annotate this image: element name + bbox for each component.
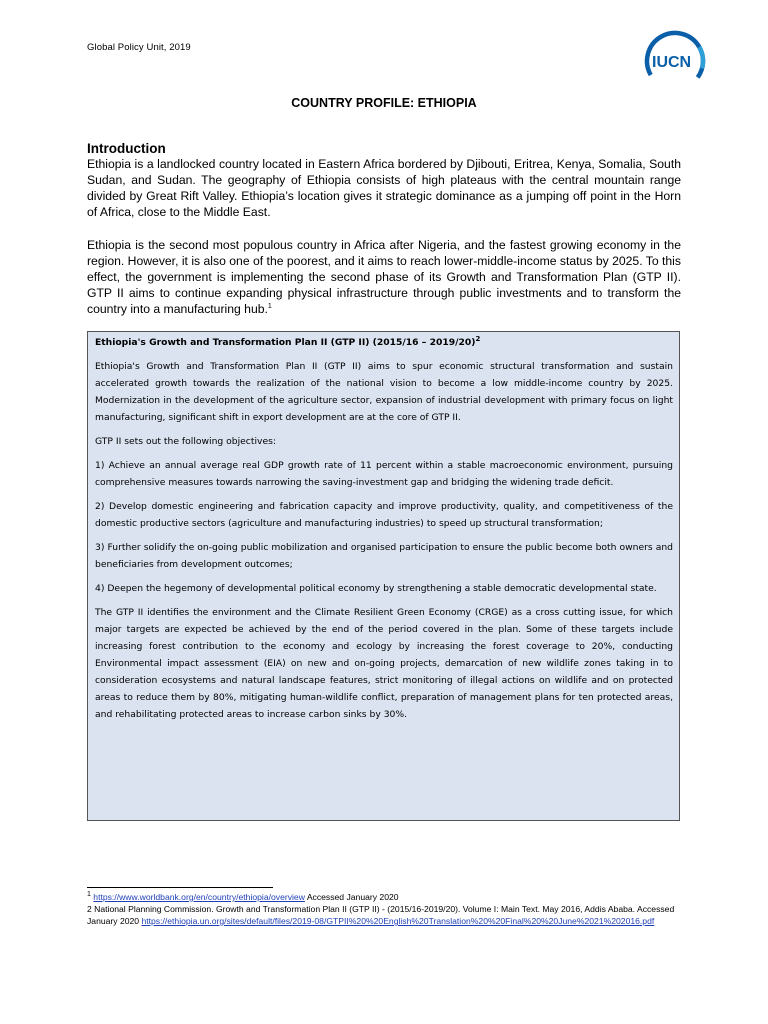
footnote-ref-2[interactable]: 2: [475, 334, 481, 343]
box-paragraph: GTP II sets out the following objectives:: [95, 436, 276, 447]
box-objective: 1) Achieve an annual average real GDP growth rate of 11 percent within a stable macroeconomic environment, pursuing comprehensive measures towards narrowing the saving-investment gap and bridging the widening trade deficit.: [95, 460, 673, 488]
page-header: Global Policy Unit, 2019: [87, 42, 191, 53]
svg-text:IUCN: IUCN: [652, 54, 692, 71]
footnote-2-link[interactable]: https://ethiopia.un.org/sites/default/files/2019-08/GTPII%20%20English%20Translation%20%20Final%20%20June%2021%202016.pdf: [141, 916, 655, 926]
footnote-separator: [87, 887, 273, 888]
box-paragraph: The GTP II identifies the environment and the Climate Resilient Green Economy (CRGE) as a cross cutting issue, for which major targets are expected be achieved by the end of the period covered in the plan. Some of these targets include increasing forest contribution to the economy and ecology by increasing the forest coverage to 20%, conducting Environmental impact assessment (EIA) on new and on-going projects, demarcation of new wildlife zones taking in to consideration ecosystems and natural landscape features, strict monitoring of illegal actions on wildlife and on protected areas to reduce them by 80%, mitigating human-wildlife conflict, preparation of management plans for ten protected areas, and rehabilitating protected areas to increase carbon sinks by 30%.: [95, 607, 673, 720]
footnote-2-text: National Planning Commission. Growth and Transformation Plan II (GTP II) - (2015/16-2019/20). Volume I: Main Text. May 2016, Addis Ababa. Accessed January 2020: [87, 904, 675, 926]
iucn-logo: [644, 30, 706, 92]
box-objective: 4) Deepen the hegemony of developmental political economy by strengthening a stable democratic developmental state.: [95, 583, 657, 594]
footnote-1-number: 1: [87, 891, 91, 899]
box-objective: 3) Further solidify the on-going public mobilization and organised participation to ensure the public become both owners and beneficiaries from development outcomes;: [95, 542, 673, 570]
footnote-2-number: 2: [87, 904, 92, 914]
box-title-text: Ethiopia's Growth and Transformation Plan II (GTP II) (2015/16 – 2019/20): [95, 337, 476, 348]
box-paragraph: Ethiopia's Growth and Transformation Plan II (GTP II) aims to spur economic structural transformation and sustain accelerated growth towards the realization of the national vision to become a low middle-income country by 2025. Modernization in the development of the agriculture sector, expansion of industrial development with primary focus on light manufacturing, significant shift in export development are at the core of GTP II.: [95, 361, 673, 423]
footnote-ref-1[interactable]: 1: [267, 302, 272, 310]
footnote-1: [87, 891, 687, 903]
footnote-1-link[interactable]: https://www.worldbank.org/en/country/ethiopia/overview: [93, 892, 305, 902]
footnotes: [87, 891, 687, 927]
footnote-2: [87, 903, 687, 927]
section-heading-introduction: Introduction: [87, 141, 166, 156]
box-title: [95, 334, 673, 351]
document-title: COUNTRY PROFILE: ETHIOPIA: [291, 96, 477, 110]
intro-paragraph-1: Ethiopia is a landlocked country located in Eastern Africa bordered by Djibouti, Eritrea, Kenya, Somalia, South Sudan, and Sudan. The geography of Ethiopia consists of high plateaus with the central mountain range divided by Great Rift Valley. Ethiopia’s location gives it strategic dominance as a jumping off point in the Horn of Africa, close to the Middle East.: [87, 157, 681, 219]
intro-paragraph-2: [87, 237, 681, 317]
footnote-1-text: Accessed January 2020: [304, 892, 399, 902]
box-objective: 2) Develop domestic engineering and fabrication capacity and improve productivity, quality, and competitiveness of the domestic productive sectors (agriculture and manufacturing industries) to speed up structural transformation;: [95, 501, 673, 529]
intro-paragraph-2-text: Ethiopia is the second most populous country in Africa after Nigeria, and the fastest growing economy in the region. However, it is also one of the poorest, and it aims to reach lower-middle-income status by 2025. To this effect, the government is implementing the second phase of its Growth and Transformation Plan (GTP II). GTP II aims to continue expanding physical infrastructure through public investments and to transform the country into a manufacturing hub.: [87, 238, 681, 316]
gtp-ii-box: [87, 331, 680, 821]
